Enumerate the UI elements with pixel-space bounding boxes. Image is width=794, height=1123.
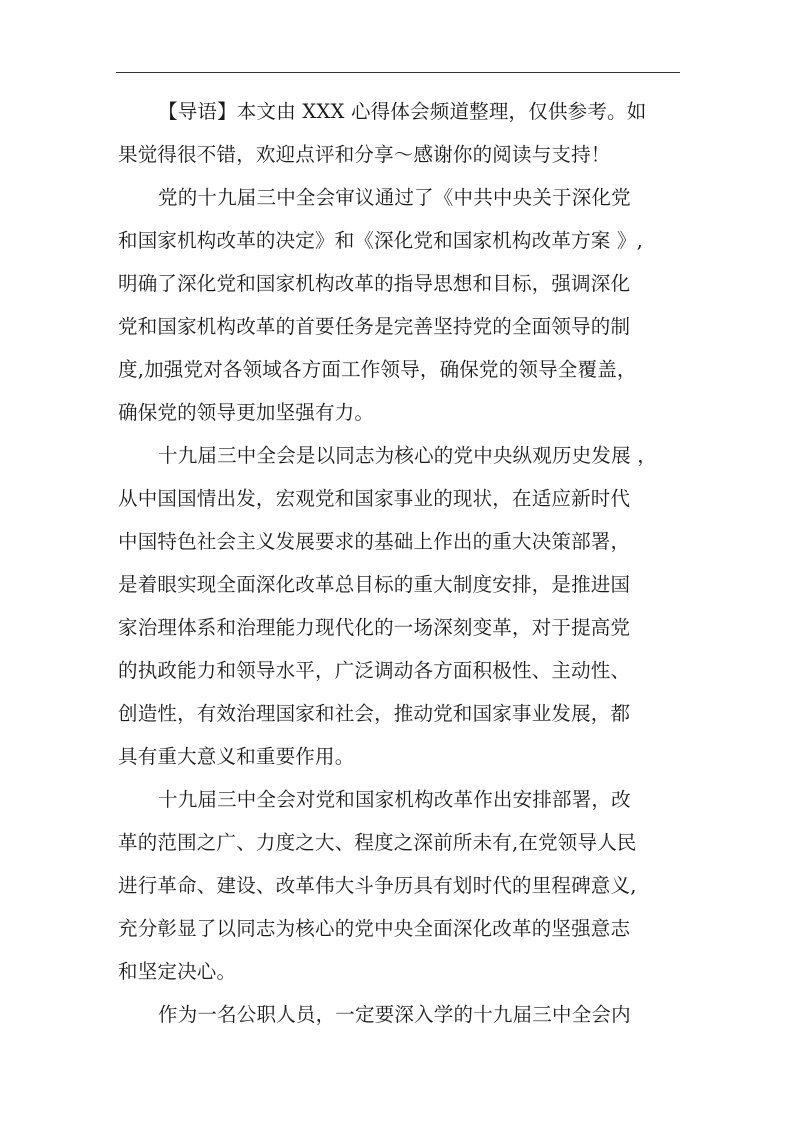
text-line: 党和国家机构改革的首要任务是完善坚持党的全面领导的制 — [118, 315, 631, 338]
text-line: 从中国国情出发，宏观党和国家事业的现状，在适应新时代 — [118, 487, 631, 510]
text-line: 确保党的领导更加坚强有力。 — [118, 401, 375, 424]
document-body — [118, 90, 680, 1036]
text-line: 充分彰显了以同志为核心的党中央全面深化改革的坚强意志 — [118, 917, 631, 940]
text-line: 创造性，有效治理国家和社会，推动党和国家事业发展，都 — [118, 702, 631, 725]
text-line: 是着眼实现全面深化改革总目标的重大制度安排，是推进国 — [118, 573, 631, 596]
text-line: 果觉得很不错，欢迎点评和分享～感谢你的阅读与支持！ — [118, 143, 611, 166]
text-line: 作为一名公职人员，一定要深入学的十九届三中全会内 — [158, 1003, 631, 1026]
text-line: 具有重大意义和重要作用。 — [118, 745, 355, 768]
header-rule — [116, 72, 680, 73]
text-line: 和国家机构改革的决定》和《深化党和国家机构改革方案 》, — [118, 229, 643, 252]
text-line: 和坚定决心。 — [118, 960, 237, 983]
text-line: 革的范围之广、力度之大、程度之深前所未有,在党领导人民 — [118, 831, 637, 854]
text-line: 十九届三中全会对党和国家机构改革作出安排部署，改 — [158, 788, 631, 811]
text-line: 度,加强党对各领域各方面工作领导，确保党的领导全覆盖， — [118, 358, 637, 381]
text-line: 党的十九届三中全会审议通过了《中共中央关于深化党 — [158, 186, 631, 209]
text-line: 明确了深化党和国家机构改革的指导思想和目标，强调深化 — [118, 272, 631, 295]
text-line: 的执政能力和领导水平，广泛调动各方面积极性、主动性、 — [118, 659, 631, 682]
text-line: 中国特色社会主义发展要求的基础上作出的重大决策部署， — [118, 530, 631, 553]
text-line: 十九届三中全会是以同志为核心的党中央纵观历史发展 ， — [158, 444, 657, 467]
text-line: 【导语】本文由 XXX 心得体会频道整理，仅供参考。如 — [158, 100, 647, 123]
text-line: 进行革命、建设、改革伟大斗争历具有划时代的里程碑意义, — [118, 874, 637, 897]
text-line: 家治理体系和治理能力现代化的一场深刻变革，对于提高党 — [118, 616, 631, 639]
